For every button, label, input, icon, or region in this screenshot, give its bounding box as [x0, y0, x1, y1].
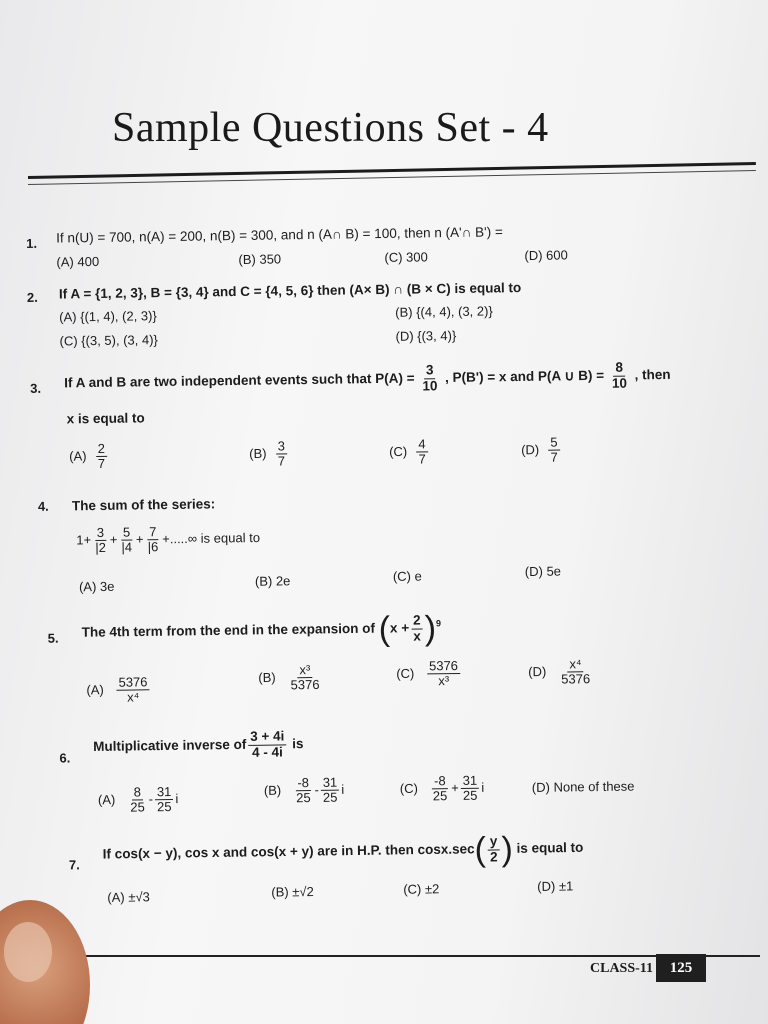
footer-rule [60, 955, 760, 957]
option-a: (A) ±√3 [107, 889, 150, 905]
option-b: (B) $\frac{\text{x³}}{5376}$ [258, 662, 320, 693]
page-title: Sample Questions Set - 4 [112, 105, 549, 151]
question-stem: If A = {1, 2, 3}, B = {3, 4} and C = {4, 5, 6} then (A× B) ∩ (B × C) is equal to [58, 280, 522, 302]
option-b: (B) $\frac{-8}{25}$ - $\frac{31}{25}$ i [263, 774, 345, 806]
option-b: (B) ±√2 [271, 884, 314, 900]
option-a: (A) 400 [56, 253, 100, 270]
option-d: (D) 600 [524, 247, 568, 264]
question-stem: Multiplicative inverse of $\frac{3 + 4i}{4 - 4i}$ is [93, 728, 304, 760]
option-b: (B) $\frac{3}{7}$ [249, 438, 286, 469]
option-a: (A) 3e [78, 578, 115, 595]
option-d: (D) {(3, 4)} [395, 327, 457, 344]
option-b: (B) {(4, 4), (3, 2)} [395, 303, 493, 320]
question-stem: If A and B are two independent events such that P(A) = $\frac{3}{10}$ , P(B') = x and P(A ∪ B) = $\frac{8}{10}$ , then [64, 359, 671, 394]
option-a: (A) $\frac{5376}{\text{x⁴}}$ [86, 675, 152, 705]
question-stem: The 4th term from the end in the expansion of (x + $\frac{2}{x}$ )$^9$ [81, 609, 442, 649]
question-number: 6. [59, 750, 71, 766]
question-stem: If cos(x − y), cos x and cos(x + y) are in H.P. then cosx.sec( $\frac{y}{2}$ ) is equal to [102, 830, 584, 869]
option-a: (A) $\frac{8}{25}$ - $\frac{31}{25}$ i [97, 783, 179, 815]
page-number: 125 [656, 954, 706, 982]
question-number: 1. [26, 235, 38, 251]
option-b: (B) 2e [254, 573, 291, 589]
question-number: 3. [30, 380, 42, 396]
question-number: 5. [47, 630, 59, 646]
option-c: (C) $\frac{4}{7}$ [389, 436, 426, 467]
intersection-symbol: ∩ [393, 281, 404, 297]
option-c: (C) {(3, 5), (3, 4)} [59, 332, 158, 349]
option-d: (D) ±1 [537, 878, 574, 894]
option-d: (D) 5e [524, 563, 562, 580]
question-number: 4. [37, 498, 49, 514]
question-stem: The sum of the series: [71, 496, 216, 514]
option-d: (D) $\frac{5}{7}$ [521, 434, 558, 465]
option-c: (C) $\frac{-8}{25}$ + $\frac{31}{25}$ i [399, 772, 485, 804]
option-c: (C) ±2 [403, 881, 440, 897]
option-c: (C) $\frac{5376}{\text{x³}}$ [396, 659, 462, 690]
option-a: (A) $\frac{2}{7}$ [69, 440, 106, 472]
question-stem: If n(U) = 700, n(A) = 200, n(B) = 300, and n (A∩ B) = 100, then n (A'∩ B') = [56, 224, 503, 246]
question-number: 2. [26, 289, 38, 305]
series-expression: 1+ $\frac{3}{|2}$ + $\frac{5}{|4}$ + $\frac{7}{|6}$ +.....∞ is equal to [76, 524, 261, 556]
question-stem-cont: x is equal to [66, 410, 145, 427]
intersection-symbol: ∩ [331, 226, 342, 242]
option-b: (B) 350 [238, 251, 282, 268]
option-c: (C) e [392, 568, 422, 584]
option-a: (A) {(1, 4), (2, 3)} [59, 308, 157, 325]
option-d: (D) $\frac{\text{x⁴}}{5376}$ [528, 656, 591, 687]
option-c: (C) 300 [384, 249, 428, 265]
option-d: (D) None of these [531, 778, 635, 795]
question-number: 7. [68, 857, 80, 873]
union-symbol: ∪ [564, 368, 575, 384]
intersection-symbol: ∩ [461, 224, 472, 240]
class-label: CLASS-11 [590, 961, 654, 976]
